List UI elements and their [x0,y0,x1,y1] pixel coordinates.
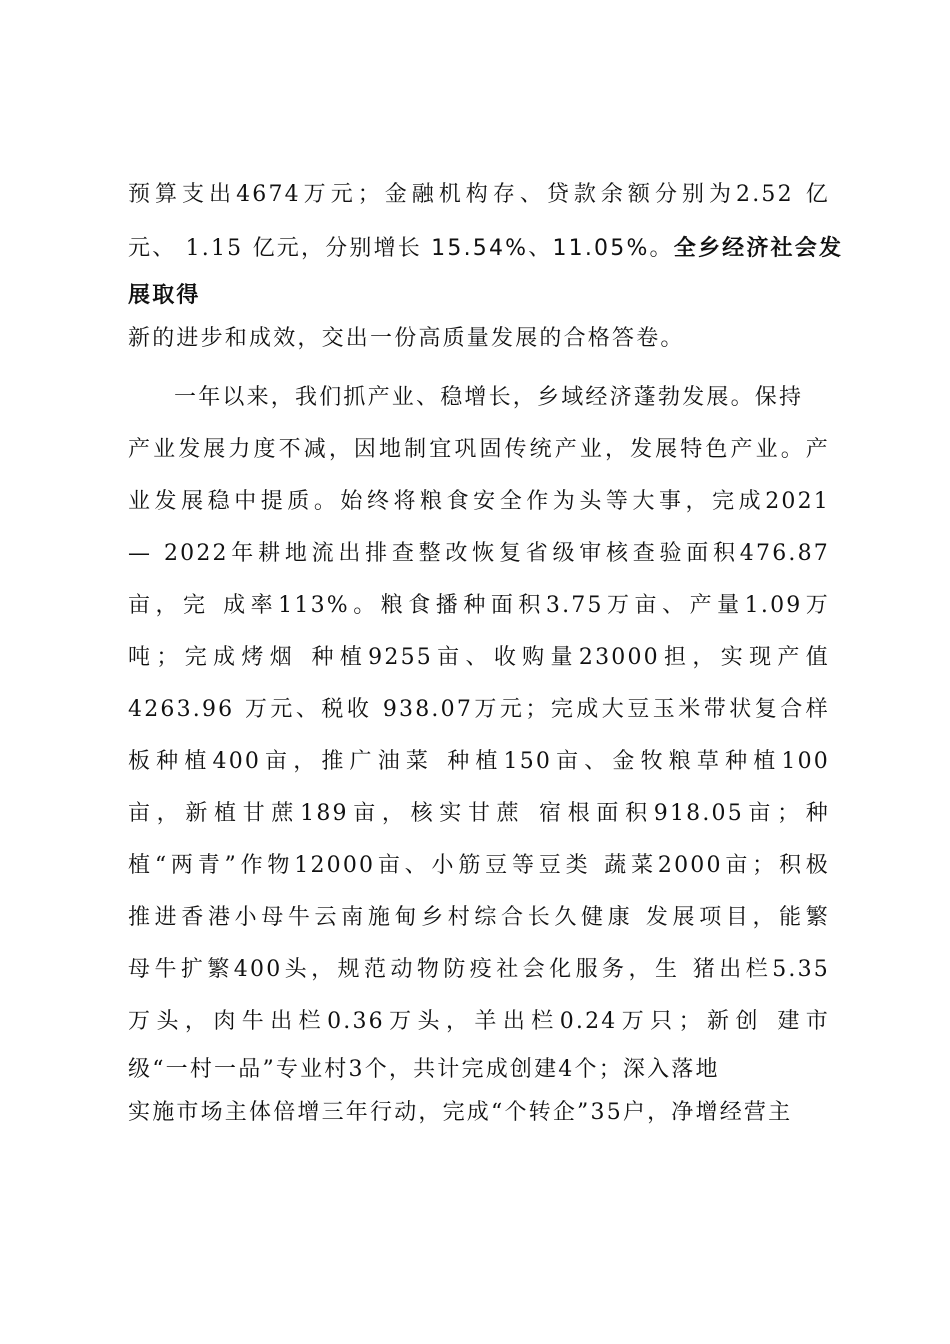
text-line-12: 板种植400亩，推广油菜 种植150亩、金牧粮草种植100 [128,749,830,774]
text-segment-bold: 全乡经济社会发 [673,236,844,261]
paragraph-first-line: 一年以来，我们抓产业、稳增长，乡域经济蓬勃发展。保持 [174,385,804,410]
text-line-18: 级“一村一品”专业村3个，共计完成创建4个；深入落地 [128,1057,720,1082]
text-line-9: 亩，完 成率113%。粮食播种面积3.75万亩、产量1.09万 [128,593,830,618]
text-line-7: 业发展稳中提质。始终将粮食安全作为头等大事，完成2021 [128,489,830,514]
text-line-15: 推进香港小母牛云南施甸乡村综合长久健康 发展项目，能繁 [128,905,830,930]
text-line-11: 4263.96 万元、税收 938.07万元；完成大豆玉米带状复合样 [128,697,830,722]
text-line-3: 展取得 [128,283,201,308]
text-line-6: 产业发展力度不减，因地制宜巩固传统产业，发展特色产业。产 [128,437,830,462]
text-line-10: 吨；完成烤烟 种植9255亩、收购量23000担，实现产值 [128,645,830,670]
text-line-1: 预算支出4674万元；金融机构存、贷款余额分别为2.52 亿 [128,182,830,207]
text-line-2 [128,234,844,264]
text-segment-percent: 15.54%、11.05%。 [431,236,674,261]
text-line-17: 万头，肉牛出栏0.36万头，羊出栏0.24万只；新创 建市 [128,1009,830,1034]
text-line-14: 植“两青”作物12000亩、小筋豆等豆类 蔬菜2000亩；积极 [128,853,830,878]
text-line-19: 实施市场主体倍增三年行动，完成“个转企”35户，净增经营主 [128,1100,793,1125]
text-line-8: — 2022年耕地流出排查整改恢复省级审核查验面积476.87 [128,541,830,566]
text-segment-plain: 元、 1.15 亿元，分别增长 [128,236,432,261]
text-line-4: 新的进步和成效，交出一份高质量发展的合格答卷。 [128,326,685,351]
text-line-13: 亩，新植甘蔗189亩，核实甘蔗 宿根面积918.05亩；种 [128,801,830,826]
text-line-16: 母牛扩繁400头，规范动物防疫社会化服务，生 猪出栏5.35 [128,957,830,982]
